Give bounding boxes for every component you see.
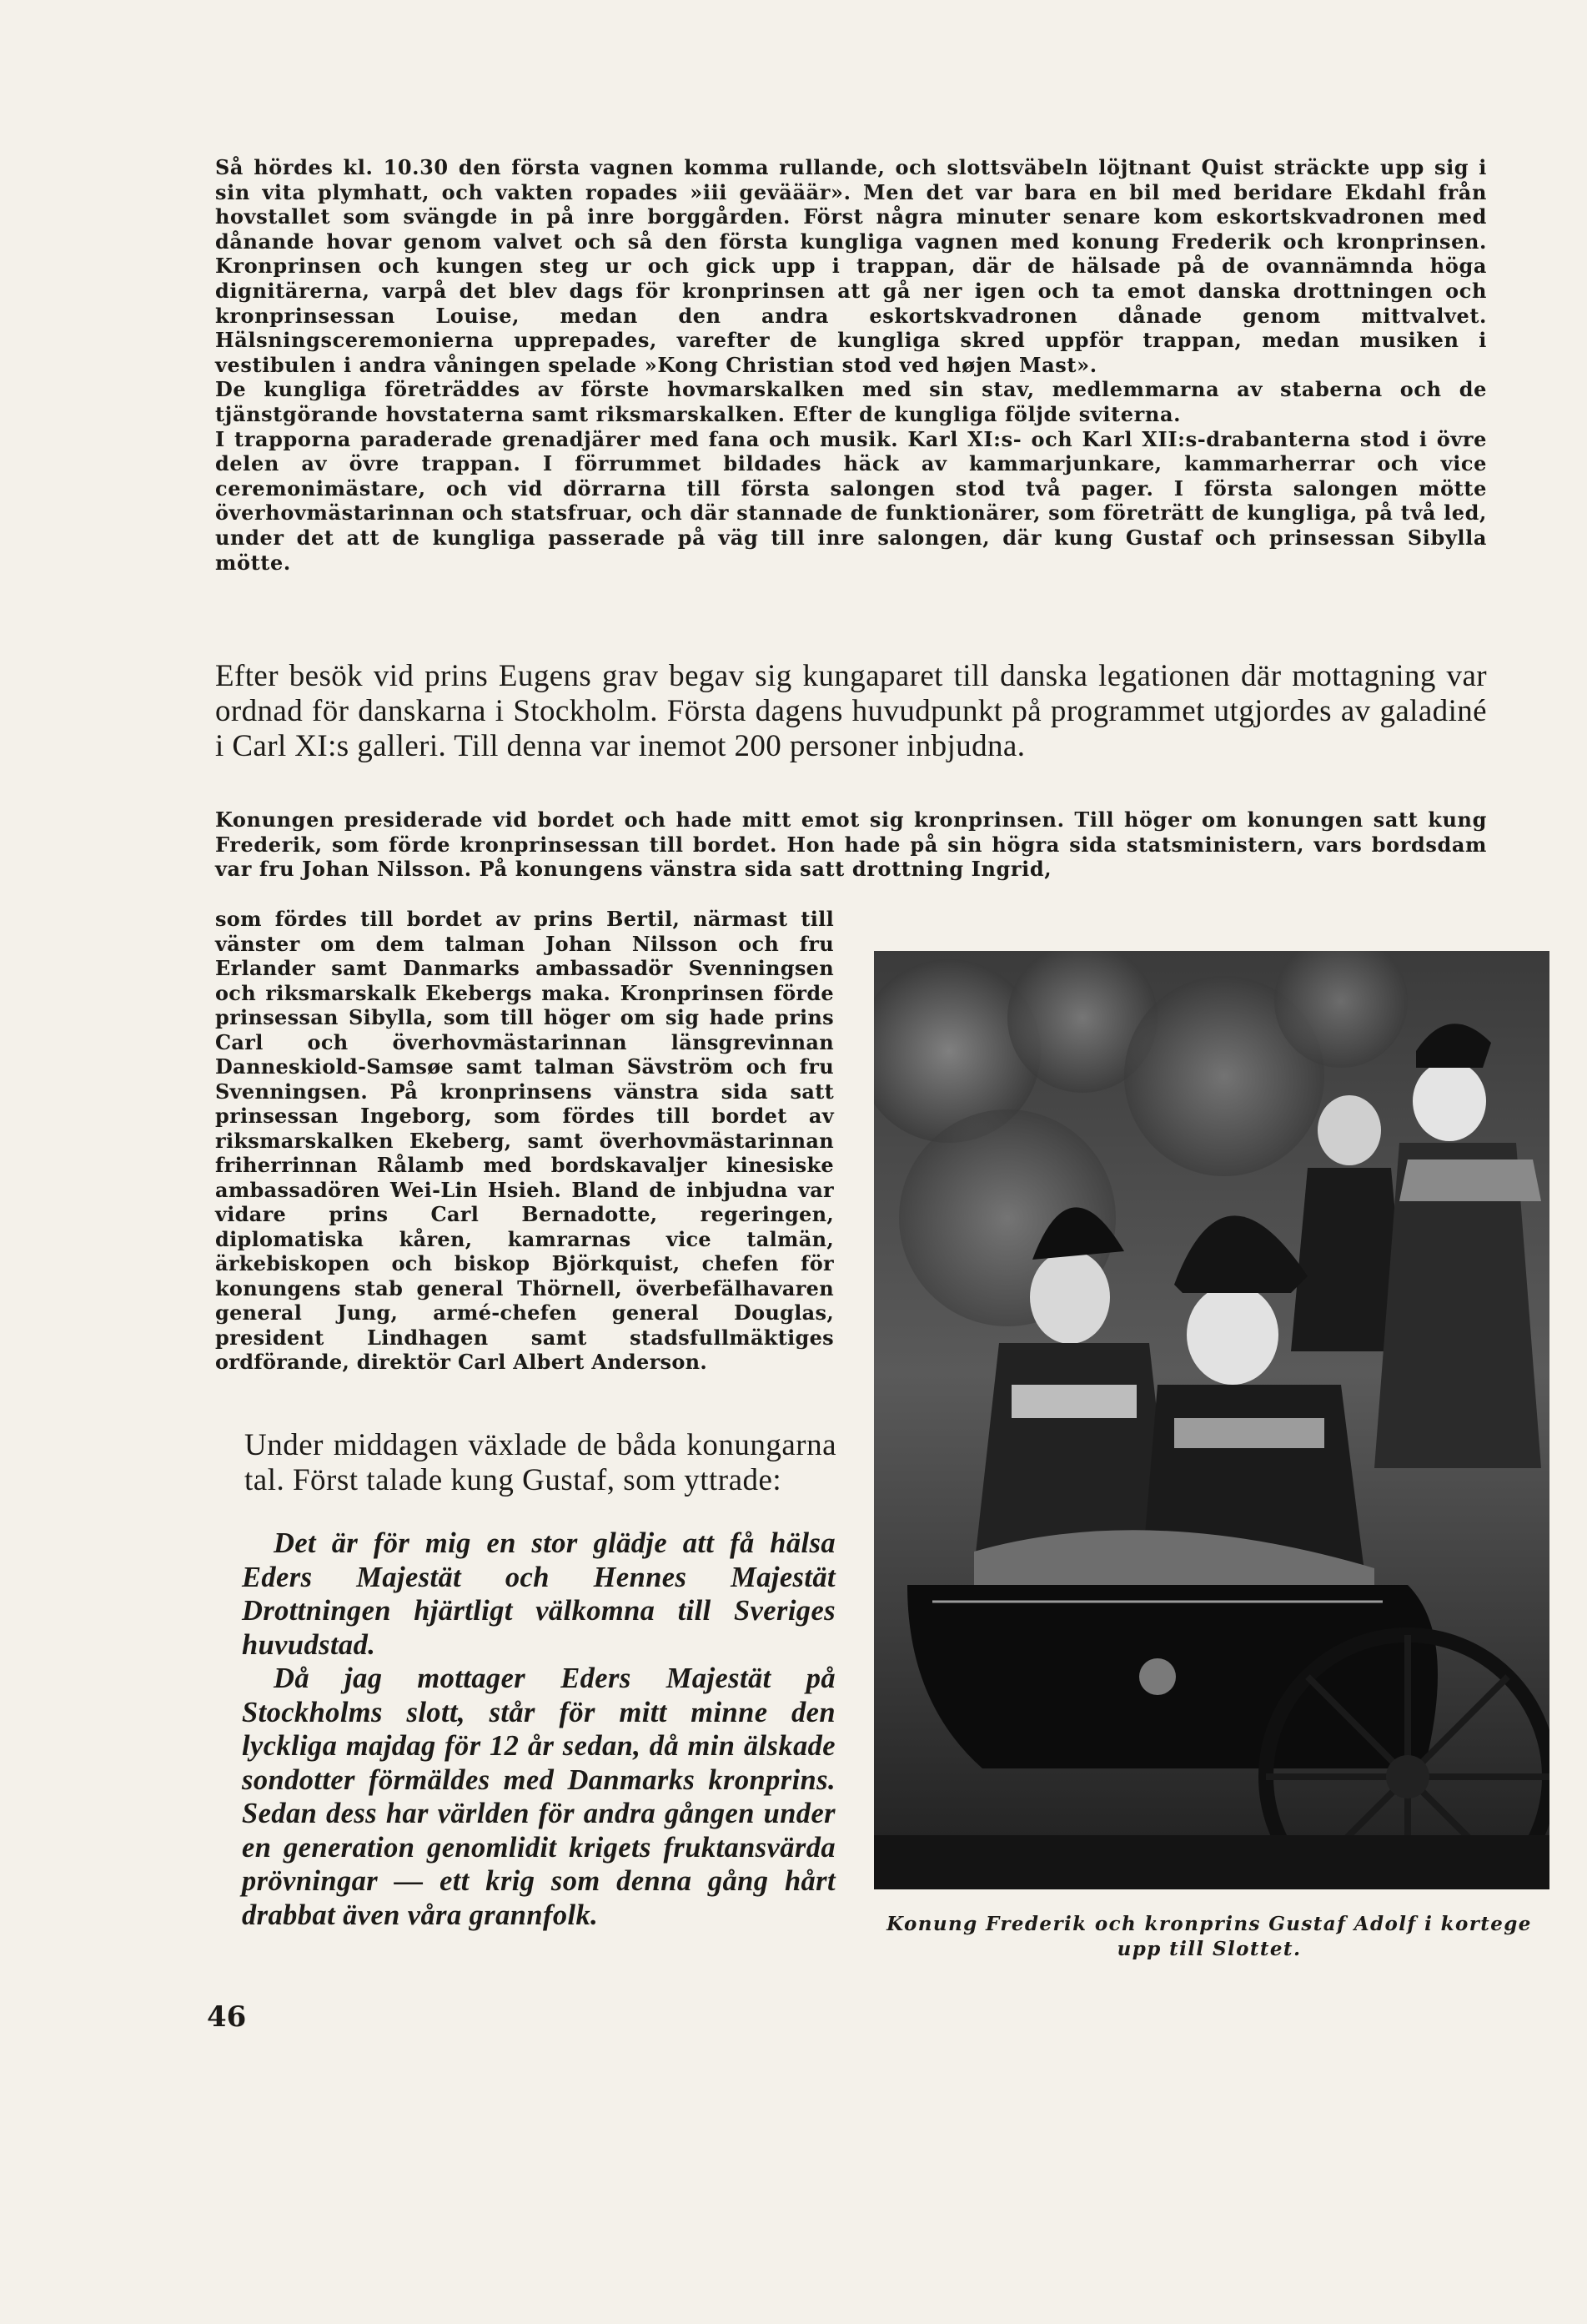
speech-paragraph: Det är för mig en stor glädje att få hälsa Eders Majestät och Hennes Majestät Drottningen hjärtligt välkomna till Sveriges huvudstad. [242, 1527, 836, 1661]
page-number: 46 [207, 2000, 247, 2034]
intro-paragraph: De kungliga företräddes av förste hovmarskalken med sin stav, medlemmarna av staberna och de tjänstgörande hovstaterna samt riksmarskalken. Efter de kungliga följde sviterna. [215, 377, 1487, 426]
dinner-paragraph-top: Konungen presiderade vid bordet och hade mitt emot sig kronprinsen. Till höger om konungen satt kung Frederik, som förde kronprinsessan till bordet. Hon hade på sin högra sida statsministern, vars bordsdam var fru Johan Nilsson. På konungens vänstra sida satt drottning Ingrid, [215, 807, 1487, 881]
intro-text [215, 155, 1487, 575]
carriage-photo [874, 951, 1549, 1889]
speech-quote [242, 1527, 836, 1932]
photo-caption: Konung Frederik och kronprins Gustaf Adolf i kortege upp till Slottet. [886, 1913, 1532, 1960]
speech-paragraph: Då jag mottager Eders Majestät på Stockholms slott, står för mitt minne den lyckliga majdag för 12 år sedan, då min älskade sondotter förmäldes med Danmarks kronprins. Sedan dess har världen för andra gången under en generation genomlidit krigets fruktansvärda prövningar — ett krig som denna gång hårt drabbat även våra grannfolk. [242, 1663, 836, 1931]
dinner-paragraph-column: som fördes till bordet av prins Bertil, närmast till vänster om dem talman Johan Nilsson och fru Erlander samt Danmarks ambassadör Svenningsen och riksmarskalk Ekebergs maka. Kronprinsen förde prinsessan Sibylla, som till höger om sig hade prins Carl och överhovmästarinnan länsgrevinnan Danneskiold-Samsøe samt talman Sävström och fru Svenningsen. På kronprinsens vänstra sida satt prinsessan Ingeborg, som fördes till bordet av riksmarskalken Ekeberg, samt överhovmästarinnan friherrinnan Rålamb med bordskavaljer kinesiske ambassadören Wei-Lin Hsieh. Bland de inbjudna var vidare prins Carl Bernadotte, regeringen, diplomatiska kåren, kamrarnas vice talmän, ärkebiskopen och biskop Björkquist, chefen för konungens stab general Thörnell, överbefälhavaren general Jung, armé-chefen general Douglas, president Lindhagen samt stadsfullmäktiges ordförande, direktör Carl Albert Anderson. [215, 907, 834, 1374]
intro-paragraph: I trapporna paraderade grenadjärer med fana och musik. Karl XI:s- och Karl XII:s-drabanterna stod i övre delen av övre trappan. I förrummet bildades häck av kammarjunkare, kammarherrar och vice ceremonimästare, och vid dörrarna till första salongen stod två pager. I första salongen mötte överhovmästarinnan och statsfruar, och där stannade de funktionärer, som företrätt de kungliga, på två led, under det att de kungliga passerade på väg till inre salongen, där kung Gustaf och prinsessan Sibylla mötte. [215, 426, 1487, 575]
intro-paragraph: Så hördes kl. 10.30 den första vagnen komma rullande, och slottsväbeln löjtnant Quist sträckte upp sig i sin vita plymhatt, och vakten ropades »iii gevääär». Men det var bara en bil med beridare Ekdahl från hovstallet som svängde in på inre borggården. Först några minuter senare kom eskortskvadronen med dånande hovar genom valvet och så den första kungliga vagnen med konung Frederik och kronprinsen. Kronprinsen och kungen steg ur och gick upp i trappan, där de hälsade på de ovannämnda höga dignitärerna, varpå det blev dags för kronprinsen att gå ner igen och ta emot danska drottningen och kronprinsessan Louise, medan den andra eskortskvadronen dånade genom mittvalvet. Hälsningsceremonierna upprepades, varefter de kungliga skred uppför trappan, medan musiken i vestibulen i andra våningen spelade »Kong Christian stod ved højen Mast». [215, 155, 1487, 377]
lead-paragraph: Efter besök vid prins Eugens grav begav sig kungaparet till danska legationen där mottagning var ordnad för danskarna i Stockholm. Första dagens huvudpunkt på programmet utgjordes av galadiné i Carl XI:s galleri. Till denna var inemot 200 personer inbjudna. [215, 659, 1487, 763]
speech-intro: Under middagen växlade de båda konungarna tal. Först talade kung Gustaf, som yttrade: [244, 1428, 836, 1497]
